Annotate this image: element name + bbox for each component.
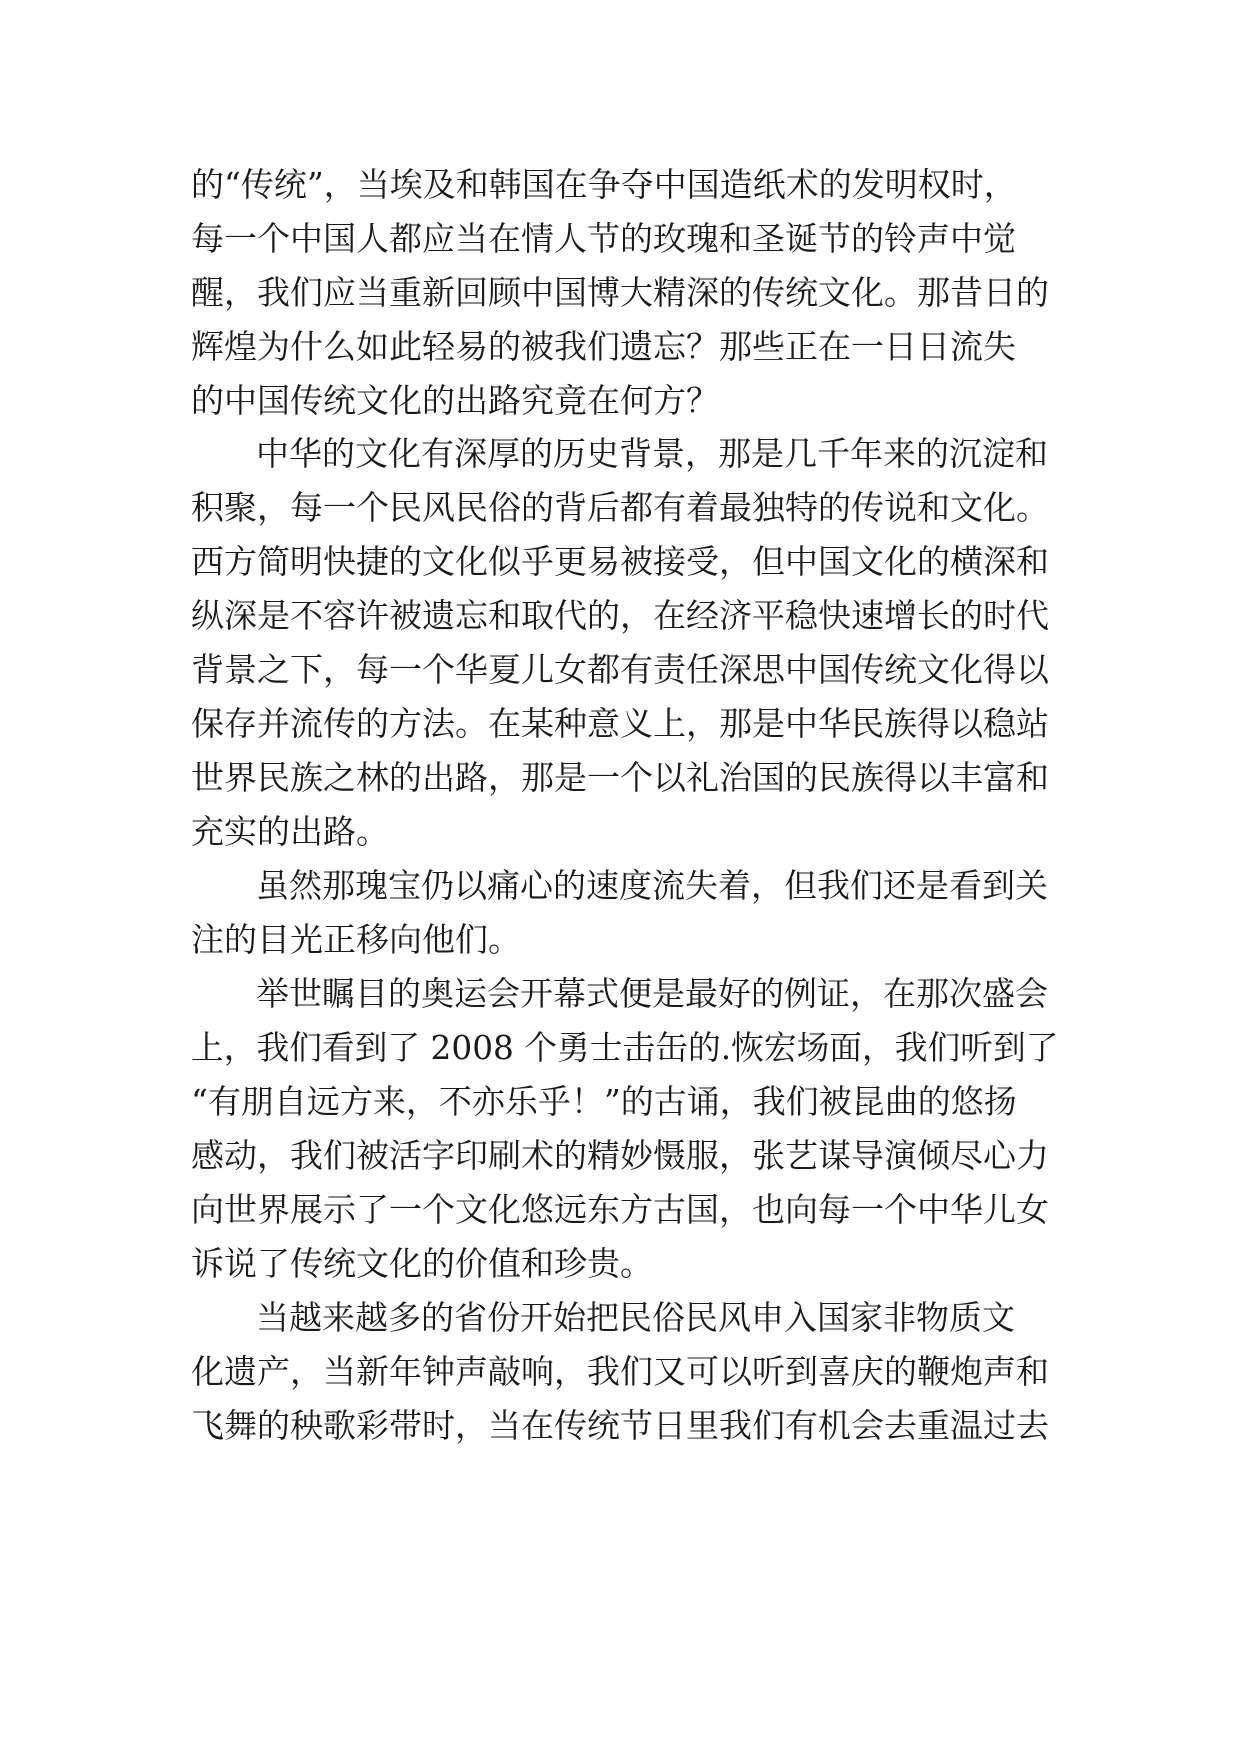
text-line: 举世瞩目的奥运会开幕式便是最好的例证，在那次盛会 [256,974,1048,1013]
text-line: 积聚，每一个民风民俗的背后都有着最独特的传说和文化。 [191,488,1049,527]
text-line: 每一个中国人都应当在情人节的玫瑰和圣诞节的铃声中觉 [191,219,1016,258]
text-line: 当越来越多的省份开始把民俗民风申入国家非物质文 [256,1298,1015,1337]
text-line: 世界民族之林的出路，那是一个以礼治国的民族得以丰富和 [191,758,1049,797]
text-line: 背景之下，每一个华夏儿女都有责任深思中国传统文化得以 [191,650,1049,689]
text-line: 辉煌为什么如此轻易的被我们遗忘？那些正在一日日流失 [191,327,1016,366]
text-line: 化遗产，当新年钟声敲响，我们又可以听到喜庆的鞭炮声和 [191,1352,1049,1391]
text-line: 飞舞的秧歌彩带时，当在传统节日里我们有机会去重温过去 [191,1406,1049,1445]
text-line: “有朋自远方来，不亦乐乎！”的古诵，我们被昆曲的悠扬 [191,1082,1017,1121]
text-line: 中华的文化有深厚的历史背景，那是几千年来的沉淀和 [256,434,1048,473]
text-line: 的中国传统文化的出路究竟在何方？ [191,381,719,420]
text-line: 诉说了传统文化的价值和珍贵。 [191,1244,653,1283]
text-line: 保存并流传的方法。在某种意义上，那是中华民族得以稳站 [191,704,1049,743]
text-line: 虽然那瑰宝仍以痛心的速度流失着，但我们还是看到关 [256,866,1048,905]
text-line: 西方简明快捷的文化似乎更易被接受，但中国文化的横深和 [191,542,1049,581]
text-line: 注的目光正移向他们。 [191,920,521,959]
text-line: 纵深是不容许被遗忘和取代的，在经济平稳快速增长的时代 [191,596,1049,635]
text-line: 感动，我们被活字印刷术的精妙慑服，张艺谋导演倾尽心力 [191,1136,1049,1175]
text-line: 的“传统”，当埃及和韩国在争夺中国造纸术的发明权时， [191,165,1017,204]
text-line: 充实的出路。 [191,812,389,851]
text-line: 向世界展示了一个文化悠远东方古国，也向每一个中华儿女 [191,1190,1049,1229]
text-line: 醒，我们应当重新回顾中国博大精深的传统文化。那昔日的 [191,273,1049,312]
text-line: 上，我们看到了 2008 个勇士击缶的.恢宏场面，我们听到了 [191,1028,1059,1067]
